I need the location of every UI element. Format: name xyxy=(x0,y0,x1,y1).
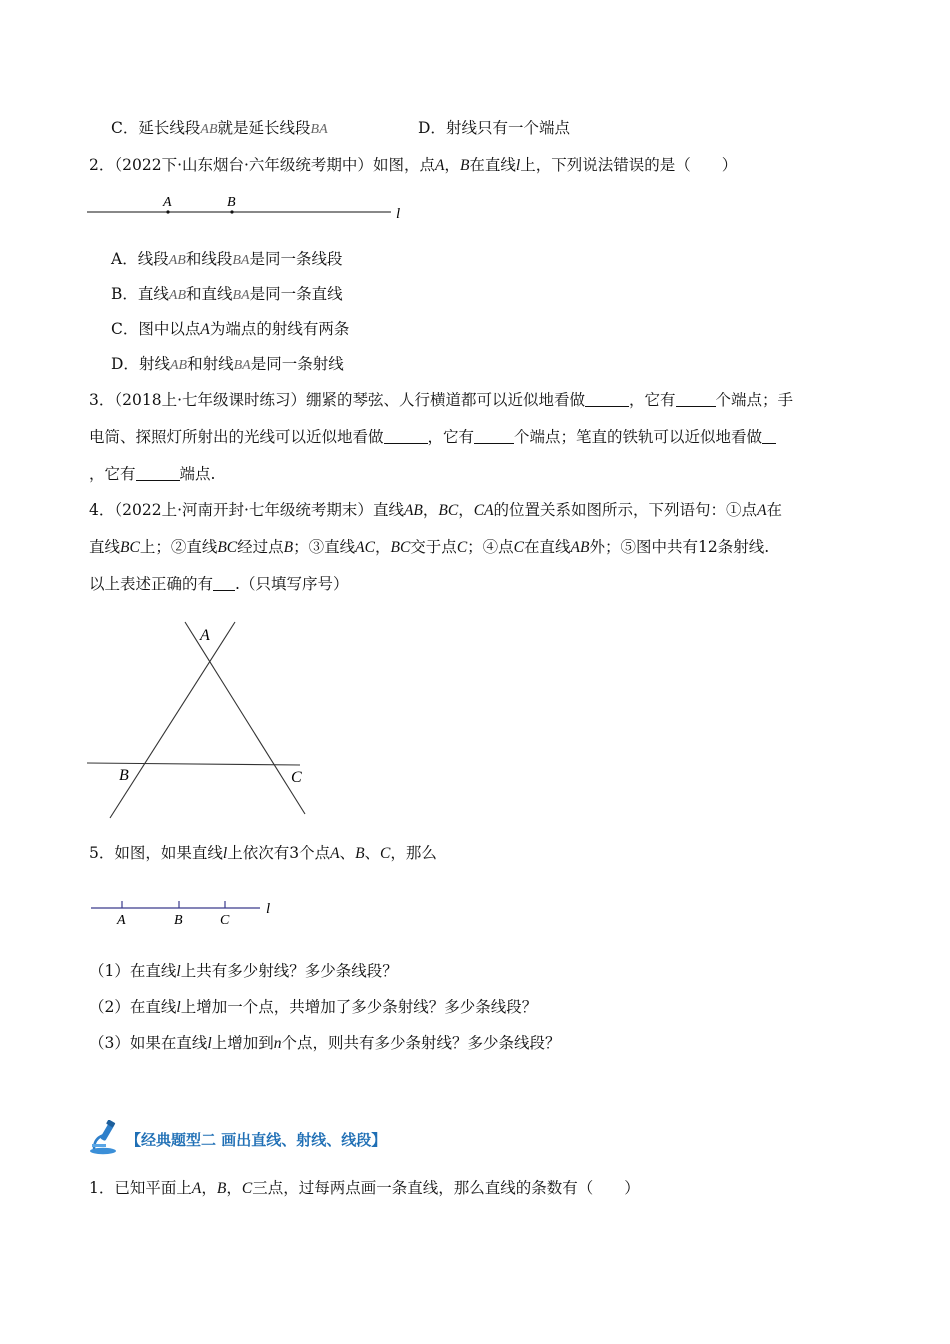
answer-blank[interactable] xyxy=(384,427,428,444)
label-l: l xyxy=(396,206,401,222)
s2-q1-stem: 1．已知平面上A，B，C三点，过每两点画一条直线，那么直线的条数有（ ） xyxy=(89,1179,640,1197)
q5-part-1: （1）在直线l上共有多少射线？多少条线段？ xyxy=(89,962,398,980)
q1-option-c: C．延长线段AB就是延长线段BA xyxy=(111,119,328,137)
q3-line-1: 3．（2018上·七年级课时练习）绷紧的琴弦、人行横道都可以近似地看做 ，它有 个端点；手 xyxy=(89,391,794,409)
q3-line-3: ，它有 端点. xyxy=(89,465,216,483)
q4-line-1: 4．（2022上·河南开封·七年级统考期末）直线AB，BC，CA的位置关系如图所示，下列语句：①点A在 xyxy=(89,501,783,519)
q3-line-2: 电筒、探照灯所射出的光线可以近似地看做 ，它有 个端点；笔直的铁轨可以近似地看做 xyxy=(89,427,776,447)
answer-blank[interactable] xyxy=(136,464,180,481)
q5-part-3: （3）如果在直线l上增加到n个点，则共有多少条射线？多少条线段？ xyxy=(89,1034,561,1052)
label-l: l xyxy=(266,901,271,917)
answer-blank[interactable] xyxy=(676,390,716,407)
point-a xyxy=(166,210,169,213)
answer-blank[interactable] xyxy=(762,427,776,444)
label-a: A xyxy=(200,627,210,644)
q2-option-a: A．线段AB和线段BA是同一条线段 xyxy=(111,250,343,268)
q4-line-2: 直线BC上；②直线BC经过点B；③直线AC，BC交于点C；④点C在直线AB外；⑤图中共有12条射线. xyxy=(89,538,770,556)
label-b: B xyxy=(227,195,236,210)
line-ab xyxy=(110,622,235,818)
label-a: A xyxy=(163,195,172,210)
label-b: B xyxy=(119,767,129,784)
q2-figure xyxy=(85,190,415,226)
label-c: C xyxy=(220,913,230,928)
q4-line-3: 以上表述正确的有 .（只填写序号） xyxy=(89,575,349,593)
label-c: C xyxy=(291,769,302,786)
microscope-icon xyxy=(88,1120,122,1156)
line-ac xyxy=(185,622,305,814)
answer-blank[interactable] xyxy=(474,427,514,444)
point-b xyxy=(230,210,233,213)
q2-option-d: D．射线AB和射线BA是同一条射线 xyxy=(111,355,344,373)
label-a: A xyxy=(117,913,126,928)
line-bc xyxy=(87,763,300,765)
section-title: 【经典题型二 画出直线、射线、线段】 xyxy=(126,1131,387,1149)
q5-part-2: （2）在直线l上增加一个点，共增加了多少条射线？多少条线段？ xyxy=(89,998,538,1016)
label-b: B xyxy=(174,913,183,928)
answer-blank[interactable] xyxy=(213,574,235,591)
q2-option-b: B．直线AB和直线BA是同一条直线 xyxy=(111,285,343,303)
q2-stem: 2．（2022下·山东烟台·六年级统考期中）如图，点A，B在直线l上，下列说法错误的是（ ） xyxy=(89,156,738,174)
q5-figure xyxy=(88,895,288,931)
q1-option-d: D．射线只有一个端点 xyxy=(418,119,570,137)
answer-blank[interactable] xyxy=(585,390,629,407)
q5-stem: 5．如图，如果直线l上依次有3个点A、B、C，那么 xyxy=(89,844,437,862)
q4-figure xyxy=(85,615,325,820)
q2-option-c: C．图中以点A为端点的射线有两条 xyxy=(111,320,350,338)
